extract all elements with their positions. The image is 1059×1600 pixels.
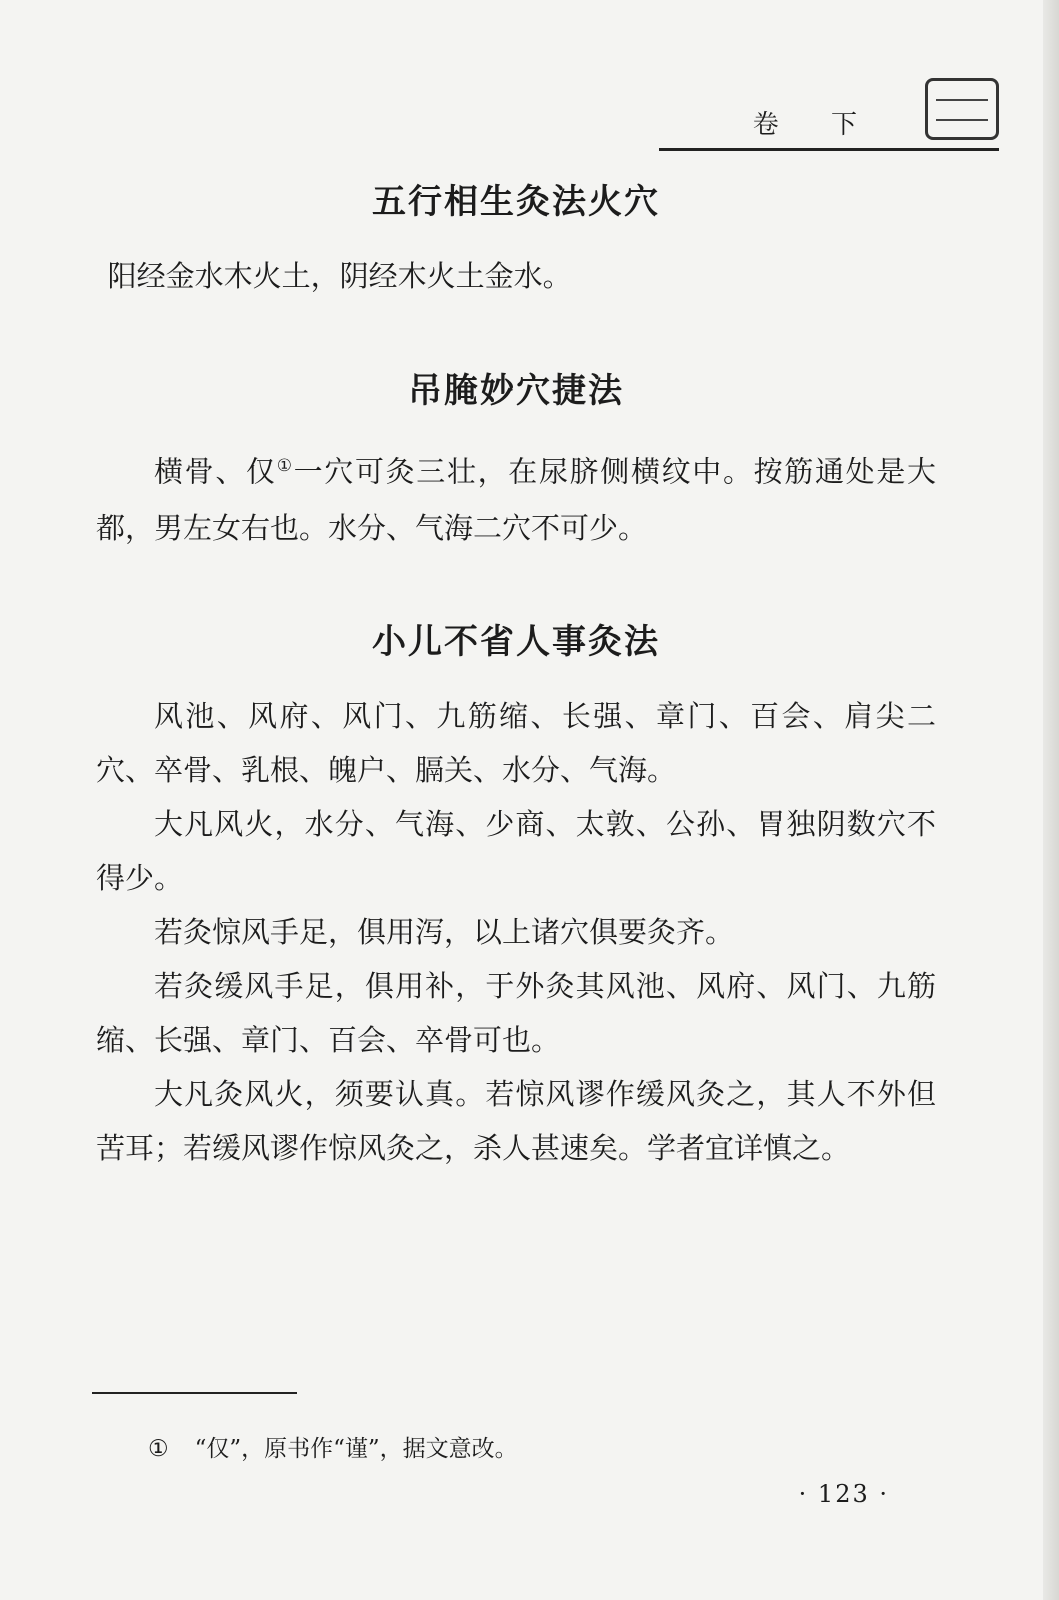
paragraph: 阳经金水木火土，阴经木火土金水。 — [107, 259, 572, 293]
running-header — [659, 78, 999, 150]
footnote-rule — [92, 1392, 297, 1394]
section-title-xiaoer: 小儿不省人事灸法 — [372, 621, 660, 662]
footnote — [148, 1430, 518, 1463]
paragraph: 若灸惊风手足，俱用泻，以上诸穴俱要灸齐。 — [154, 914, 735, 949]
footnote-number: ① — [148, 1436, 169, 1462]
footnote-marker: ① — [276, 456, 294, 476]
page-number: · 123 · — [798, 1480, 889, 1508]
paragraph-text-end: 一穴可灸三壮，在尿脐侧横纹中。按筋通处是大都，男左女右也。水分、气海二穴不可少。 — [96, 454, 936, 545]
section-body — [96, 689, 936, 1175]
paragraph: 大凡风火，水分、气海、少商、太敦、公孙、胃独阴数穴不得少。 — [96, 806, 936, 895]
paragraph-with-footnote — [96, 438, 936, 556]
paragraph: 风池、风府、风门、九筋缩、长强、章门、百会、肩尖二穴、卒骨、乳根、魄户、膈关、水分、气海。 — [96, 698, 936, 787]
page-edge — [1043, 0, 1059, 1600]
paragraph-text-start: 横骨、仅 — [154, 454, 277, 489]
paragraph: 若灸缓风手足，俱用补，于外灸其风池、风府、风门、九筋缩、长强、章门、百会、卒骨可也。 — [96, 968, 936, 1057]
seal-stamp — [925, 78, 999, 140]
section-title-wuxing: 五行相生灸法火穴 — [372, 182, 660, 222]
footnote-text: “仅”，原书作“谨”，据文意改。 — [194, 1436, 518, 1462]
section-title-diaoyan: 吊腌妙穴捷法 — [408, 371, 624, 411]
header-rule — [659, 148, 999, 151]
paragraph: 大凡灸风火，须要认真。若惊风谬作缓风灸之，其人不外但苦耳；若缓风谬作惊风灸之，杀人甚速矣。学者宜详慎之。 — [96, 1076, 936, 1165]
running-title: 卷 下 — [752, 110, 879, 140]
page-body — [96, 168, 936, 1175]
